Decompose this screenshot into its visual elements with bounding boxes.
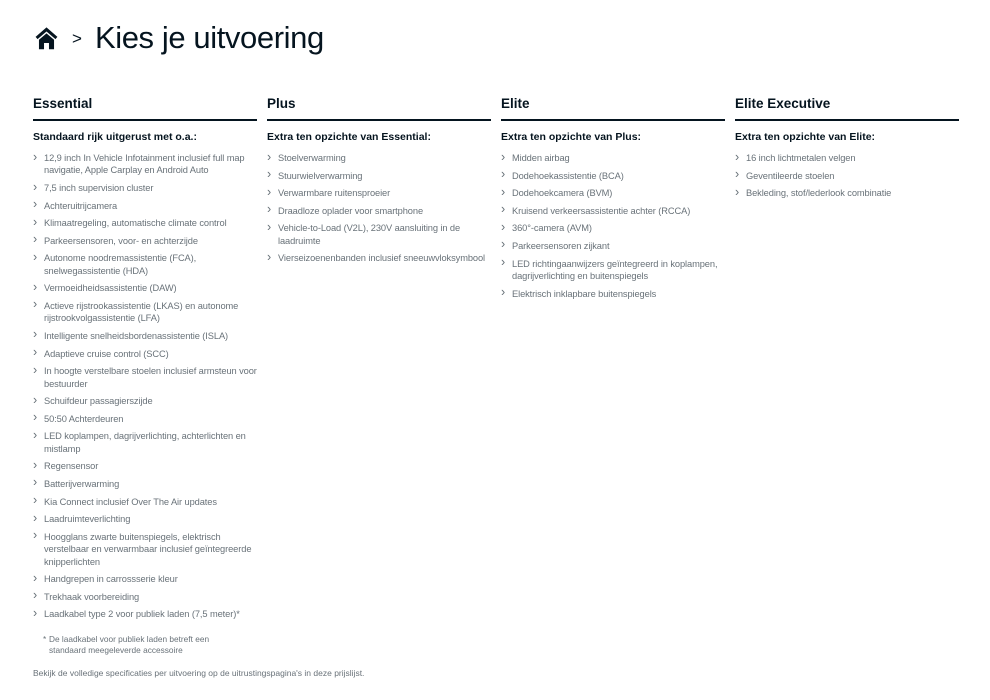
footnote-text: De laadkabel voor publiek laden betreft een standaard meegeleverde accessoire bbox=[49, 634, 210, 655]
feature-list-plus bbox=[267, 149, 491, 265]
feature-item bbox=[735, 149, 959, 164]
chevron-right-icon: › bbox=[33, 427, 38, 442]
feature-label: Midden airbag bbox=[512, 153, 570, 163]
feature-label: Laadruimteverlichting bbox=[44, 514, 131, 525]
chevron-right-icon: › bbox=[267, 184, 272, 199]
feature-label: Geventileerde stoelen bbox=[746, 170, 835, 181]
chevron-right-icon: › bbox=[33, 510, 38, 525]
feature-label: Draadloze oplader voor smartphone bbox=[278, 205, 424, 216]
chevron-right-icon: › bbox=[33, 214, 38, 229]
chevron-right-icon: › bbox=[33, 345, 38, 360]
chevron-right-icon: › bbox=[501, 202, 506, 217]
feature-item bbox=[33, 475, 257, 490]
feature-item bbox=[33, 197, 257, 212]
trim-column-elite-executive bbox=[735, 96, 959, 205]
feature-list-elite-executive bbox=[735, 149, 959, 200]
chevron-right-icon: › bbox=[267, 202, 272, 217]
feature-label: Achteruitrijcamera bbox=[44, 200, 118, 211]
feature-item bbox=[33, 427, 257, 455]
feature-item bbox=[501, 219, 725, 234]
chevron-right-icon: › bbox=[735, 167, 740, 182]
feature-label: 50:50 Achterdeuren bbox=[44, 413, 124, 424]
page-title: Kies je uitvoering bbox=[94, 20, 324, 55]
feature-item bbox=[33, 149, 257, 177]
feature-item bbox=[267, 202, 491, 217]
feature-label: 7,5 inch supervision cluster bbox=[44, 183, 154, 193]
feature-label: Parkeersensoren zijkant bbox=[512, 240, 610, 251]
feature-label: Klimaatregeling, automatische climate control bbox=[44, 218, 227, 229]
feature-item bbox=[735, 184, 959, 199]
feature-item bbox=[501, 285, 725, 300]
chevron-right-icon: › bbox=[33, 197, 38, 212]
feature-label: Autonome noodremassistentie (FCA), snelwegassistentie (HDA) bbox=[44, 253, 197, 276]
chevron-right-icon: › bbox=[33, 392, 38, 407]
chevron-right-icon: › bbox=[33, 588, 38, 603]
feature-item bbox=[267, 249, 491, 264]
chevron-right-icon: › bbox=[735, 184, 740, 199]
feature-label: Hoogglans zwarte buitenspiegels, elektrisch verstelbaar en verwarmbaar inclusief geïntegreerde knipperlichten bbox=[44, 531, 252, 567]
feature-item bbox=[501, 202, 725, 217]
chevron-right-icon: › bbox=[735, 149, 740, 164]
feature-item bbox=[33, 392, 257, 407]
trim-column-elite bbox=[501, 96, 725, 305]
feature-item bbox=[33, 297, 257, 325]
feature-item bbox=[33, 214, 257, 229]
feature-label: Adaptieve cruise control (SCC) bbox=[44, 348, 169, 359]
feature-item bbox=[33, 327, 257, 342]
chevron-right-icon: › bbox=[501, 149, 506, 164]
feature-label: Parkeersensoren, voor- en achterzijde bbox=[44, 235, 198, 246]
trim-name-essential: Essential bbox=[33, 96, 257, 121]
feature-item bbox=[33, 410, 257, 425]
feature-label: 360°-camera (AVM) bbox=[512, 223, 592, 234]
feature-item bbox=[501, 167, 725, 182]
chevron-right-icon: › bbox=[33, 279, 38, 294]
chevron-right-icon: › bbox=[33, 179, 38, 194]
feature-label: LED koplampen, dagrijverlichting, achterlichten en mistlamp bbox=[44, 431, 246, 454]
feature-label: Vierseizoenenbanden inclusief sneeuwvloksymbool bbox=[278, 253, 486, 264]
chevron-right-icon: › bbox=[501, 255, 506, 270]
feature-item bbox=[33, 249, 257, 277]
feature-label: Regensensor bbox=[44, 461, 99, 472]
chevron-right-icon: › bbox=[501, 219, 506, 234]
trim-column-essential bbox=[33, 96, 257, 626]
feature-label: Verwarmbare ruitensproeier bbox=[278, 188, 391, 199]
feature-item bbox=[501, 184, 725, 199]
feature-label: Kia Connect inclusief Over The Air updates bbox=[44, 496, 217, 507]
feature-label: Schuifdeur passagierszijde bbox=[44, 396, 153, 407]
feature-label: Batterijverwarming bbox=[44, 478, 120, 489]
feature-label: Trekhaak voorbereiding bbox=[44, 591, 140, 602]
footnote bbox=[43, 634, 227, 656]
feature-item bbox=[501, 149, 725, 164]
feature-item bbox=[33, 457, 257, 472]
bottom-note: Bekijk de volledige specificaties per uitvoering op de uitrustingspagina's in deze prijslijst. bbox=[33, 668, 365, 678]
feature-item bbox=[33, 179, 257, 194]
breadcrumb bbox=[33, 20, 324, 56]
chevron-right-icon: › bbox=[33, 570, 38, 585]
trim-column-plus bbox=[267, 96, 491, 270]
chevron-right-icon: › bbox=[33, 410, 38, 425]
feature-label: Intelligente snelheidsbordenassistentie (ISLA) bbox=[44, 330, 229, 341]
trim-intro-elite-executive: Extra ten opzichte van Elite: bbox=[735, 131, 876, 143]
chevron-right-icon: › bbox=[501, 285, 506, 300]
feature-item bbox=[33, 232, 257, 247]
chevron-right-icon: › bbox=[267, 149, 272, 164]
feature-label: Vehicle-to-Load (V2L), 230V aansluiting in de laadruimte bbox=[278, 223, 461, 246]
feature-label: 12,9 inch In Vehicle Infotainment inclusief full map navigatie, Apple Carplay en Android Auto bbox=[44, 153, 245, 176]
chevron-right-icon: › bbox=[33, 457, 38, 472]
feature-label: Bekleding, stof/lederlook combinatie bbox=[746, 188, 892, 199]
trim-name-elite: Elite bbox=[501, 96, 725, 121]
feature-item bbox=[267, 219, 491, 247]
feature-label: LED richtingaanwijzers geïntegreerd in koplampen, dagrijverlichting en buitenspiegels bbox=[512, 258, 718, 281]
feature-item bbox=[33, 345, 257, 360]
trim-intro-elite: Extra ten opzichte van Plus: bbox=[501, 131, 642, 143]
chevron-right-icon: › bbox=[33, 149, 38, 164]
chevron-right-icon: › bbox=[501, 184, 506, 199]
trim-intro-essential: Standaard rijk uitgerust met o.a.: bbox=[33, 131, 197, 143]
feature-label: Handgrepen in carrossserie kleur bbox=[44, 574, 178, 585]
feature-item bbox=[33, 528, 257, 568]
feature-label: Vermoeidheidsassistentie (DAW) bbox=[44, 283, 177, 294]
feature-label: Actieve rijstrookassistentie (LKAS) en autonome rijstrookvolgassistentie (LFA) bbox=[44, 300, 239, 324]
feature-item bbox=[267, 184, 491, 199]
feature-label: Laadkabel type 2 voor publiek laden (7,5 meter)* bbox=[44, 609, 240, 620]
chevron-right-icon: › bbox=[33, 493, 38, 508]
chevron-right-icon: › bbox=[501, 167, 506, 182]
chevron-right-icon: › bbox=[33, 475, 38, 490]
chevron-right-icon: › bbox=[33, 297, 38, 312]
chevron-right-icon: › bbox=[33, 528, 38, 543]
chevron-right-icon: › bbox=[267, 167, 272, 182]
feature-item bbox=[33, 493, 257, 508]
home-icon-glyph bbox=[33, 25, 60, 52]
feature-label: In hoogte verstelbare stoelen inclusief armsteun voor bestuurder bbox=[44, 366, 257, 389]
feature-item bbox=[267, 167, 491, 182]
trim-comparison-grid bbox=[33, 96, 959, 626]
feature-item bbox=[33, 362, 257, 390]
home-icon[interactable] bbox=[33, 25, 60, 52]
feature-item bbox=[267, 149, 491, 164]
feature-label: Elektrisch inklapbare buitenspiegels bbox=[512, 288, 657, 299]
feature-label: Stoelverwarming bbox=[278, 153, 346, 163]
feature-label: Dodehoekassistentie (BCA) bbox=[512, 170, 624, 181]
chevron-right-icon: › bbox=[267, 219, 272, 234]
chevron-right-icon: › bbox=[33, 362, 38, 377]
chevron-right-icon: › bbox=[33, 605, 38, 620]
feature-item bbox=[33, 588, 257, 603]
feature-item bbox=[33, 605, 257, 620]
feature-item bbox=[33, 279, 257, 294]
feature-label: 16 inch lichtmetalen velgen bbox=[746, 153, 856, 163]
breadcrumb-separator-icon: > bbox=[72, 29, 82, 48]
chevron-right-icon: › bbox=[33, 249, 38, 264]
feature-item bbox=[501, 255, 725, 283]
feature-item bbox=[501, 237, 725, 252]
feature-list-elite bbox=[501, 149, 725, 300]
chevron-right-icon: › bbox=[267, 249, 272, 264]
feature-list-essential bbox=[33, 149, 257, 621]
chevron-right-icon: › bbox=[33, 327, 38, 342]
chevron-right-icon: › bbox=[501, 237, 506, 252]
feature-label: Stuurwielverwarming bbox=[278, 170, 363, 181]
trim-name-elite-executive: Elite Executive bbox=[735, 96, 959, 121]
feature-item bbox=[735, 167, 959, 182]
feature-item bbox=[33, 510, 257, 525]
feature-item bbox=[33, 570, 257, 585]
footnote-marker: * bbox=[43, 634, 47, 644]
chevron-right-icon: › bbox=[33, 232, 38, 247]
feature-label: Dodehoekcamera (BVM) bbox=[512, 188, 613, 199]
feature-label: Kruisend verkeersassistentie achter (RCCA) bbox=[512, 205, 691, 216]
trim-intro-plus: Extra ten opzichte van Essential: bbox=[267, 131, 431, 143]
trim-name-plus: Plus bbox=[267, 96, 491, 121]
